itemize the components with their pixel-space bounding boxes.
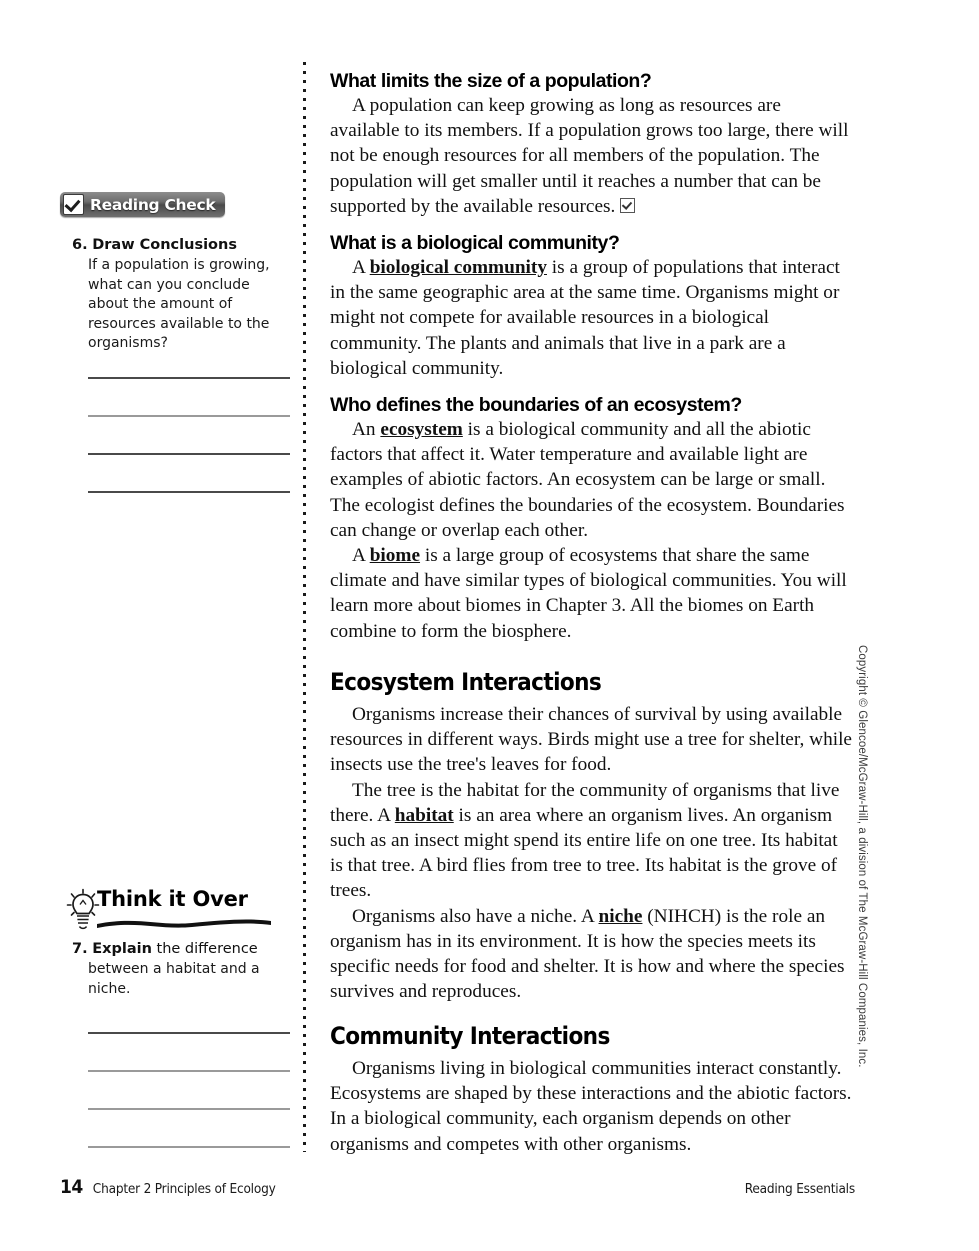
question-6-heading (66, 236, 294, 255)
checkbox-checked-icon (620, 198, 635, 213)
footer-left-group (60, 1176, 276, 1198)
section-what-limits-population (330, 70, 854, 219)
paragraph-ecosystem-definition (330, 417, 854, 543)
vocab-term-biological-community: biological community (369, 257, 547, 278)
section-biological-community (330, 232, 854, 381)
vocab-term-ecosystem: ecosystem (380, 419, 463, 440)
copyright-notice: Copyright © Glencoe/McGraw-Hill, a division of The McGraw-Hill Companies, Inc. (856, 645, 868, 1068)
answer-line[interactable] (88, 1108, 290, 1110)
heading-ecosystem-interactions: Ecosystem Interactions (330, 668, 602, 696)
swoosh-underline (96, 917, 272, 929)
paragraph-text: A population can keep growing as long as resources are available to its members. If a population grows too large, there will not be enough resources for all members of the population. The population will get smaller until it reaches a number that can be supported by the available resources. (330, 95, 849, 217)
paragraph-population-resources (330, 93, 854, 219)
chapter-title: Chapter 2 Principles of Ecology (92, 1181, 276, 1197)
question-7-block (66, 940, 294, 999)
vocab-term-niche: niche (598, 905, 643, 927)
answer-line[interactable] (88, 491, 290, 493)
section-ecosystem-interactions (330, 668, 854, 1004)
answer-line[interactable] (88, 377, 290, 379)
para2-pre: The tree is the habitat for the community of organisms that live there. A (330, 779, 840, 826)
paragraph-biome-definition (330, 543, 854, 644)
reading-check-badge (60, 192, 225, 217)
think-it-over-label: Think it Over (97, 887, 248, 911)
answer-line[interactable] (88, 1070, 290, 1072)
reading-check-label: Reading Check (90, 195, 216, 214)
answer-line[interactable] (88, 1032, 290, 1034)
question-7-body: between a habitat and a niche. (88, 961, 260, 997)
heading-community-interactions: Community Interactions (330, 1022, 610, 1050)
question-6-block (66, 236, 294, 354)
heading-biological-community: What is a biological community? (330, 232, 620, 254)
sidebar (60, 0, 292, 1251)
para2-pre: A (352, 545, 370, 567)
section-community-interactions (330, 1022, 854, 1157)
column-divider (303, 62, 306, 1152)
heading-ecosystem-boundaries: Who defines the boundaries of an ecosystem? (330, 394, 742, 416)
para3-post: (NIHCH) is the role an organism has in its environment. It is how the species meets its specific needs for food and shelter. It is how and where the species survives and reproduces. (330, 905, 845, 1003)
paragraph-community-interactions: Organisms living in biological communities interact constantly. Ecosystems are shaped by these interactions and the abiotic factors. In a biological community, each organism depends on other organisms and competes with other organisms. (330, 1058, 852, 1155)
section-ecosystem-boundaries (330, 394, 854, 644)
answer-line[interactable] (88, 1146, 290, 1148)
paragraph-niche-definition (330, 904, 854, 1005)
lightbulb-icon (66, 888, 100, 930)
question-6-number: 6. (72, 237, 88, 253)
para-post: is a group of populations that interact in the same geographic area at the same time. Organisms might or might not compete for available resources in a biological community. The plants and animals that live in a park are a biological community. (330, 257, 840, 379)
question-7-bold-lead: Explain (92, 941, 152, 957)
vocab-term-habitat: habitat (394, 804, 454, 826)
question-7-heading (66, 940, 294, 959)
page-number: 14 (60, 1176, 83, 1198)
para-pre: A (352, 257, 370, 278)
paragraph-survival-resources: Organisms increase their chances of survival by using available resources in different ways. Birds might use a tree for shelter, while insects use the tree's leaves for food. (330, 704, 852, 776)
series-title: Reading Essentials (744, 1181, 855, 1197)
paragraph-habitat-definition (330, 778, 854, 904)
question-6-body: If a population is growing, what can you conclude about the amount of resources available to the organisms? (88, 257, 270, 351)
heading-what-limits-population: What limits the size of a population? (330, 70, 652, 92)
question-7-number: 7. (72, 941, 88, 957)
page-footer (60, 1176, 855, 1198)
think-it-over-header (60, 884, 290, 932)
para2-post: is a large group of ecosystems that share the same climate and have similar types of biological communities. You will learn more about biomes in Chapter 3. All the biomes on Earth combine to form the biosphere. (330, 545, 847, 642)
vocab-term-biome: biome (369, 545, 421, 567)
question-6-bold-lead: Draw Conclusions (92, 237, 237, 253)
paragraph-biological-community (330, 255, 854, 381)
answer-line[interactable] (88, 453, 290, 455)
para2-post: is an area where an organism lives. An organism such as an insect might spend its entire life on one tree. Its habitat is that tree. A bird flies from tree to tree. Its habitat is the grove of trees. (330, 804, 838, 902)
checkbox-checked-icon (63, 194, 84, 215)
answer-line[interactable] (88, 415, 290, 417)
question-7-lead-rest: the difference (151, 941, 258, 957)
para-post: is a biological community and all the abiotic factors that affect it. Water temperature and available light are examples of abiotic factors. An ecosystem can be large or small. The ecologist defines the boundaries of the ecosystem. Boundaries can change or overlap each other. (330, 419, 845, 541)
para-pre: An (352, 419, 381, 440)
para3-pre: Organisms also have a niche. A (352, 905, 599, 927)
